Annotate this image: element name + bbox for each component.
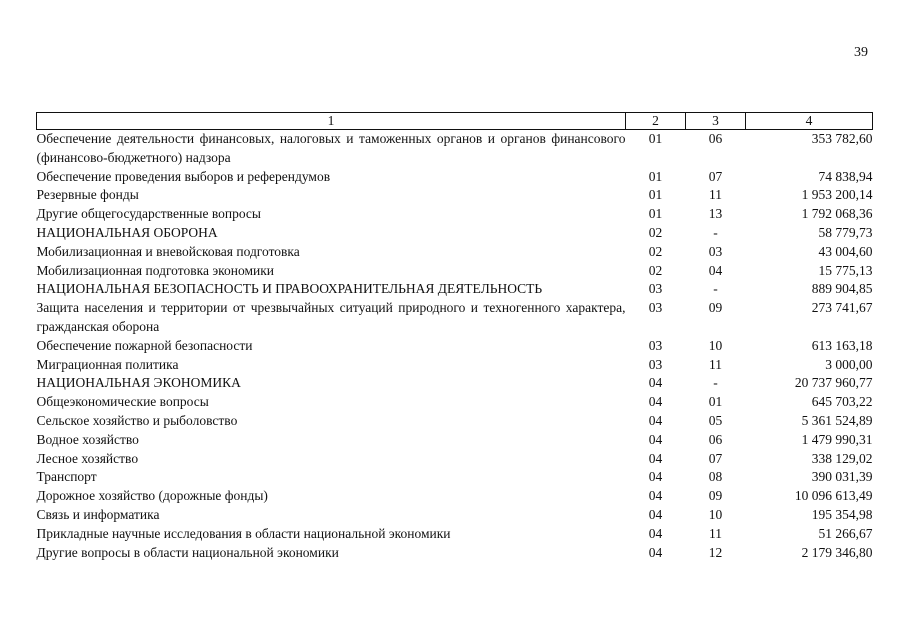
table-row — [37, 525, 873, 544]
table-row — [37, 374, 873, 393]
column-header-2: 2 — [626, 113, 686, 130]
row-name: Другие вопросы в области национальной экономики — [36, 544, 339, 560]
row-section: 04 — [648, 394, 663, 410]
row-amount: 273 741,67 — [811, 300, 873, 316]
column-header-3: 3 — [686, 113, 746, 130]
row-amount: 74 838,94 — [818, 168, 873, 184]
row-subsection: 05 — [708, 412, 723, 428]
page-number: 39 — [854, 45, 868, 60]
row-name: Общеэкономические вопросы — [36, 394, 209, 410]
row-section: 04 — [648, 488, 663, 504]
column-header-4: 4 — [746, 113, 873, 130]
row-section: 02 — [648, 243, 663, 259]
row-name: Миграционная политика — [36, 356, 179, 372]
row-name: НАЦИОНАЛЬНАЯ ЭКОНОМИКА — [36, 375, 241, 391]
row-subsection: 07 — [708, 168, 723, 184]
row-amount: 195 354,98 — [811, 506, 873, 522]
row-name: Лесное хозяйство — [36, 450, 139, 466]
row-section: 04 — [648, 431, 663, 447]
table-row — [37, 506, 873, 525]
row-section: 04 — [648, 525, 663, 541]
table-body — [37, 130, 873, 563]
row-subsection: 06 — [708, 431, 723, 447]
table-header — [37, 113, 873, 130]
row-amount: 43 004,60 — [818, 243, 873, 259]
row-amount: 3 000,00 — [825, 356, 873, 372]
row-section: 03 — [648, 300, 663, 316]
row-subsection: 13 — [708, 206, 723, 222]
row-amount: 1 792 068,36 — [801, 206, 873, 222]
row-subsection: 08 — [708, 469, 723, 485]
row-section: 02 — [648, 224, 663, 240]
row-amount: 10 096 613,49 — [794, 488, 873, 504]
row-subsection: 03 — [708, 243, 723, 259]
table-row — [37, 337, 873, 356]
row-section: 01 — [648, 131, 663, 146]
budget-table — [36, 112, 873, 562]
table-row — [37, 280, 873, 299]
row-subsection: 06 — [708, 131, 723, 146]
row-section: 04 — [648, 544, 663, 560]
table-row — [37, 205, 873, 224]
row-subsection: 12 — [708, 544, 723, 560]
row-name: НАЦИОНАЛЬНАЯ БЕЗОПАСНОСТЬ И ПРАВООХРАНИТЕЛЬНАЯ ДЕЯТЕЛЬНОСТЬ — [36, 281, 543, 297]
row-name: Связь и информатика — [36, 506, 160, 522]
table-row — [37, 431, 873, 450]
row-amount: 1 953 200,14 — [801, 187, 873, 203]
row-section: 01 — [648, 187, 663, 203]
table-row — [37, 224, 873, 243]
row-subsection: - — [713, 281, 718, 297]
row-section: 03 — [648, 281, 663, 297]
row-amount: 1 479 990,31 — [801, 431, 873, 447]
row-section: 04 — [648, 450, 663, 466]
row-section: 01 — [648, 206, 663, 222]
row-section: 01 — [648, 168, 663, 184]
row-section: 03 — [648, 356, 663, 372]
row-subsection: 11 — [709, 525, 722, 541]
row-name: Мобилизационная и вневойсковая подготовка — [36, 243, 300, 259]
column-header-1: 1 — [37, 113, 626, 130]
row-subsection: 10 — [708, 506, 723, 522]
row-name: Защита населения и территории от чрезвычайных ситуаций природного и техногенного характера, гражданская оборона — [36, 300, 626, 334]
table-row — [37, 450, 873, 469]
table-row — [37, 487, 873, 506]
table-row — [37, 412, 873, 431]
row-name: Мобилизационная подготовка экономики — [36, 262, 275, 278]
row-amount: 353 782,60 — [811, 131, 873, 146]
table-row — [37, 130, 873, 168]
row-section: 04 — [648, 506, 663, 522]
row-subsection: 07 — [708, 450, 723, 466]
row-section: 03 — [648, 337, 663, 353]
row-name: Дорожное хозяйство (дорожные фонды) — [36, 488, 268, 504]
row-amount: 2 179 346,80 — [801, 544, 873, 560]
row-amount: 889 904,85 — [811, 281, 873, 297]
header-row — [37, 113, 873, 130]
row-subsection: 09 — [708, 300, 723, 316]
row-amount: 58 779,73 — [818, 224, 873, 240]
row-section: 04 — [648, 375, 663, 391]
row-amount: 613 163,18 — [811, 337, 873, 353]
row-name: НАЦИОНАЛЬНАЯ ОБОРОНА — [36, 224, 218, 240]
table-row — [37, 262, 873, 281]
table-row — [37, 356, 873, 375]
row-name: Другие общегосударственные вопросы — [36, 206, 261, 222]
table-row — [37, 168, 873, 187]
row-amount: 51 266,67 — [818, 525, 873, 541]
row-section: 04 — [648, 412, 663, 428]
row-section: 02 — [648, 262, 663, 278]
table-row — [37, 186, 873, 205]
row-name: Резервные фонды — [36, 187, 139, 203]
row-name: Прикладные научные исследования в области национальной экономики — [36, 525, 451, 541]
row-subsection: 10 — [708, 337, 723, 353]
row-subsection: 11 — [709, 187, 722, 203]
row-amount: 645 703,22 — [811, 394, 873, 410]
row-subsection: 11 — [709, 356, 722, 372]
table-row — [37, 299, 873, 337]
row-name: Транспорт — [36, 469, 97, 485]
table-row — [37, 468, 873, 487]
row-name: Обеспечение проведения выборов и референдумов — [36, 168, 331, 184]
row-subsection: 01 — [708, 394, 723, 410]
row-amount: 20 737 960,77 — [794, 375, 873, 391]
row-name: Сельское хозяйство и рыболовство — [36, 412, 238, 428]
row-subsection: 04 — [708, 262, 723, 278]
row-name: Водное хозяйство — [36, 431, 139, 447]
row-amount: 5 361 524,89 — [801, 412, 873, 428]
row-amount: 15 775,13 — [818, 262, 873, 278]
row-section: 04 — [648, 469, 663, 485]
row-subsection: 09 — [708, 488, 723, 504]
table-row — [37, 544, 873, 563]
table-row — [37, 393, 873, 412]
row-name: Обеспечение пожарной безопасности — [36, 337, 253, 353]
row-amount: 390 031,39 — [811, 469, 873, 485]
row-subsection: - — [713, 375, 718, 391]
row-name: Обеспечение деятельности финансовых, налоговых и таможенных органов и органов финансового (финансово-бюджетного) надзора — [36, 131, 626, 165]
row-amount: 338 129,02 — [811, 450, 873, 466]
row-subsection: - — [713, 224, 718, 240]
table-row — [37, 243, 873, 262]
